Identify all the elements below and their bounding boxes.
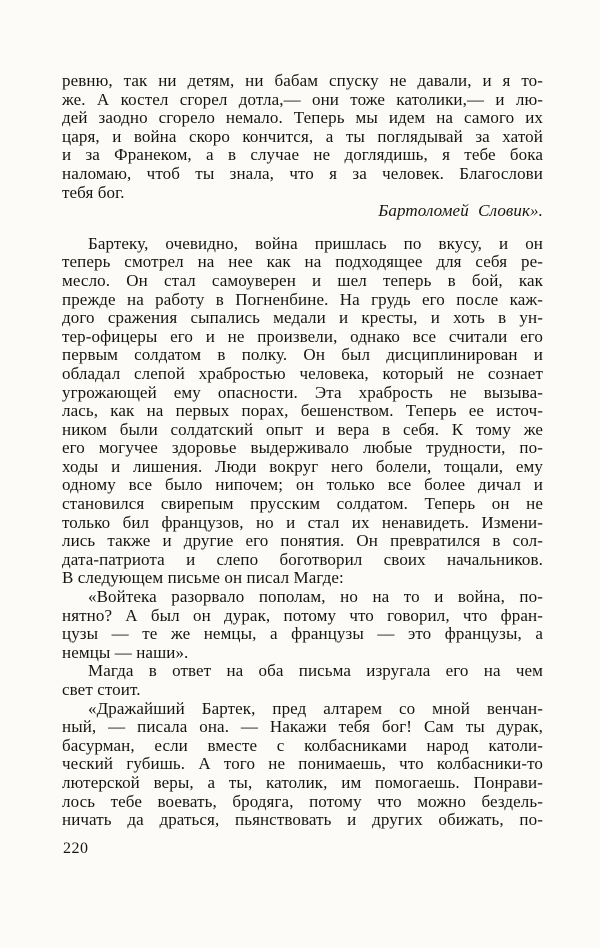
text-line: лютерской веры, а ты, католик, им помогаешь. Понрави- bbox=[62, 772, 543, 792]
text-line: тебя бог. bbox=[62, 182, 125, 202]
text-line: ревню, так ни детям, ни бабам спуску не давали, и я то- bbox=[62, 71, 543, 90]
text-line: лось тебе воевать, бродяга, потому что можно бездель- bbox=[62, 791, 543, 811]
paragraph bbox=[62, 235, 543, 588]
text-line: прежде на работу в Погненбине. На грудь его после каж- bbox=[62, 289, 543, 309]
paragraph bbox=[62, 72, 543, 202]
paragraph bbox=[62, 700, 543, 830]
text-line: тер-офицеры его и не произвели, однако все считали его bbox=[62, 326, 543, 346]
text-line: ходы и лишения. Люди вокруг него болели, тощали, ему bbox=[62, 456, 543, 476]
text-line: же. А костел сгорел дотла,— они тоже католики,— и лю- bbox=[62, 89, 543, 109]
page-number: 220 bbox=[63, 840, 89, 857]
text-line: цузы — те же немцы, а французы — это французы, а bbox=[62, 624, 543, 644]
text-line: одному все было нипочем; он только все более дичал и bbox=[62, 475, 543, 495]
text-line: ческий губишь. А того не понимаешь, что колбасники-то bbox=[62, 754, 543, 774]
letter-signature bbox=[62, 202, 543, 221]
paragraph bbox=[62, 662, 543, 699]
text-line: угрожающей ему опасности. Эта храбрость не вызыва- bbox=[62, 382, 543, 402]
text-line: немцы — наши». bbox=[62, 642, 189, 662]
text-line: только бил французов, но и стал их ненавидеть. Измени- bbox=[62, 512, 543, 532]
text-line: свет стоит. bbox=[62, 680, 141, 699]
text-line: дей заодно сгорело немало. Теперь мы идем на самого их bbox=[62, 108, 543, 128]
text-line: теперь смотрел на нее как на подходящее для себя ре- bbox=[62, 252, 543, 272]
text-line: дого сражения сыпались медали и кресты, и хоть в ун- bbox=[62, 308, 543, 328]
text-line: Бартеку, очевидно, война пришлась по вкусу, и он bbox=[88, 233, 543, 253]
text-line: В следующем письме он писал Магде: bbox=[62, 568, 344, 588]
text-line: басурман, если вместе с колбасниками народ католи- bbox=[62, 735, 543, 755]
text-line: «Дражайший Бартек, пред алтарем со мной венчан- bbox=[88, 698, 543, 718]
text-line: «Войтека разорвало пополам, но на то и война, по- bbox=[88, 587, 543, 607]
text-line: и за Франеком, а в случае не доглядишь, я тебе бока bbox=[62, 145, 543, 165]
text-line: царя, и война скоро кончится, а ты поглядывай за хатой bbox=[62, 126, 543, 146]
text-line: его могучее здоровье выдерживало любые трудности, по- bbox=[62, 438, 543, 458]
text-line: становился свирепым прусским солдатом. Теперь он не bbox=[62, 494, 543, 514]
text-line: ный, — писала она. — Накажи тебя бог! Сам ты дурак, bbox=[62, 717, 543, 737]
text-line: наломаю, чтоб ты знала, что я за человек. Благослови bbox=[62, 163, 543, 183]
text-line: нятно? А был он дурак, потому что говорил, что фран- bbox=[62, 605, 543, 625]
text-block bbox=[62, 72, 543, 830]
text-line: месло. Он стал самоуверен и шел теперь в бой, как bbox=[62, 270, 543, 290]
text-line: первым солдатом в полку. Он был дисциплинирован и bbox=[62, 345, 543, 365]
text-line: Магда в ответ на оба письма изругала его на чем bbox=[88, 661, 543, 681]
text-line: ничать да драться, пьянствовать и других обижать, по- bbox=[62, 810, 543, 830]
text-line: лась, как на первых порах, бешенством. Теперь ее источ- bbox=[62, 401, 543, 421]
text-line: ником были солдатский опыт и вера в себя. К тому же bbox=[62, 419, 543, 439]
signature-line: Бартоломей Словик». bbox=[378, 201, 543, 221]
text-line: лись также и другие его понятия. Он превратился в сол- bbox=[62, 531, 543, 551]
paragraph bbox=[62, 588, 543, 662]
text-line: дата-патриота и слепо боготворил своих начальников. bbox=[62, 549, 543, 569]
text-line: обладал слепой храбростью человека, который не сознает bbox=[62, 363, 543, 383]
